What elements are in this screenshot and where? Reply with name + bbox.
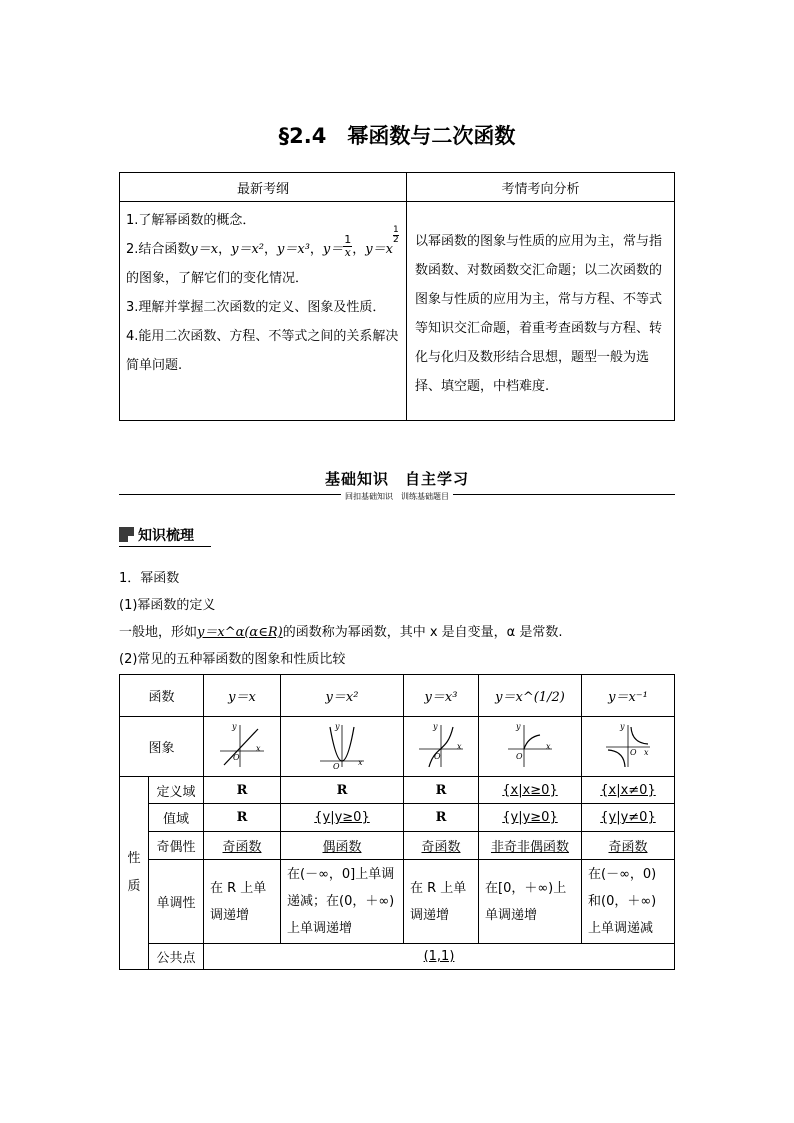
func-header-4: y＝x^(1/2) xyxy=(479,675,582,717)
definition-text: 一般地，形如y＝x^α(α∈R)的函数称为幂函数，其中 x 是自变量，α 是常数. xyxy=(119,625,563,640)
section-heading: 基础知识 自主学习 xyxy=(324,470,469,488)
axis-y-label: y xyxy=(433,721,438,731)
origin-label: O xyxy=(516,751,523,761)
graph-linear xyxy=(218,721,266,769)
func-4: y＝ xyxy=(322,242,344,257)
syllabus-item-3: 3.理解并掌握二次函数的定义、图象及性质． xyxy=(126,300,386,315)
parity-cell-1: 奇函数 xyxy=(204,832,281,860)
origin-label: O xyxy=(630,747,637,757)
properties-group-label: 性质 xyxy=(120,777,149,970)
syllabus-cell xyxy=(120,202,407,421)
func-3: y＝x³ xyxy=(277,242,310,257)
origin-label: O xyxy=(333,761,340,769)
fraction-1-over-x: $\frac{1}{x}$ xyxy=(344,233,352,259)
axis-y-label: y xyxy=(232,721,237,731)
graph-sqrt xyxy=(506,721,554,769)
parity-cell-3: 奇函数 xyxy=(404,832,479,860)
syllabus-item-2: 2.结合函数y＝x，y＝x²，y＝x³，y＝ $\frac{1}{x}$ ，y＝x $\frac{1}{2}$ xyxy=(126,225,399,259)
func-2: y＝x² xyxy=(231,242,264,257)
graph-y-eq-x3 xyxy=(404,717,479,777)
col-syllabus-header: 最新考纲 xyxy=(120,173,407,202)
exponent-half: $\frac{1}{2}$ xyxy=(392,225,399,245)
graph-parabola xyxy=(318,721,366,769)
graph-y-eq-inverse xyxy=(582,717,675,777)
row-label-domain: 定义域 xyxy=(149,777,204,804)
axis-x-label: x xyxy=(457,741,462,751)
syllabus-item-2-cont: 的图象，了解它们的变化情况． xyxy=(126,271,309,286)
range-cell-4: {y|y≥0} xyxy=(479,804,582,832)
syllabus-table xyxy=(119,172,675,421)
monotonic-cell-1: 在 R 上单调递增 xyxy=(204,860,281,944)
range-cell-2: {y|y≥0} xyxy=(281,804,404,832)
row-label-range: 值域 xyxy=(149,804,204,832)
col-analysis-header: 考情考向分析 xyxy=(407,173,675,202)
axis-y-label: y xyxy=(335,721,340,731)
definition-formula: y＝x^α(α∈R) xyxy=(197,625,283,640)
monotonic-cell-4: 在[0，＋∞)上单调递增 xyxy=(479,860,582,944)
func-1: y＝x xyxy=(190,242,219,257)
axis-x-label: x xyxy=(256,743,261,753)
row-label-parity: 奇偶性 xyxy=(149,832,204,860)
domain-cell-4: {x|x≥0} xyxy=(479,777,582,804)
range-cell-1: R xyxy=(204,804,281,832)
parity-cell-2: 偶函数 xyxy=(281,832,404,860)
knowledge-title-icon xyxy=(119,527,134,542)
domain-cell-1: R xyxy=(204,777,281,804)
func-header-1: y＝x xyxy=(204,675,281,717)
parity-cell-5: 奇函数 xyxy=(582,832,675,860)
axis-x-label: x xyxy=(546,741,551,751)
row-label-function: 函数 xyxy=(120,675,204,717)
item-1-2-heading: (2)常见的五种幂函数的图象和性质比较 xyxy=(119,652,346,667)
func-header-3: y＝x³ xyxy=(404,675,479,717)
syllabus-item-4: 4.能用二次函数、方程、不等式之间的关系解决简单问题. xyxy=(126,329,399,373)
axis-x-label: x xyxy=(358,757,363,767)
graph-y-eq-sqrt xyxy=(479,717,582,777)
common-point-value: (1,1) xyxy=(204,944,675,970)
origin-label: O xyxy=(233,752,240,762)
graph-cubic xyxy=(417,721,465,769)
syllabus-item-1: 1.了解幂函数的概念． xyxy=(126,213,256,228)
knowledge-title-underline xyxy=(119,546,211,547)
range-cell-3: R xyxy=(404,804,479,832)
power-function-table xyxy=(119,674,675,970)
item-1-heading: 1．幂函数 xyxy=(119,571,180,586)
monotonic-cell-2: 在(－∞，0]上单调递减；在(0，＋∞)上单调递增 xyxy=(281,860,404,944)
page-title: §2.4 幂函数与二次函数 xyxy=(278,124,516,148)
range-cell-5: {y|y≠0} xyxy=(582,804,675,832)
origin-label: O xyxy=(434,751,441,761)
analysis-cell: 以幂函数的图象与性质的应用为主，常与指数函数、对数函数交汇命题；以二次函数的图象与性质的应用为主，常与方程、不等式等知识交汇命题，着重考查函数与方程、转化与化归及数形结合思想，题型一般为选择、填空题，中档难度. xyxy=(407,202,675,421)
axis-x-label: x xyxy=(644,747,649,757)
row-label-monotonic: 单调性 xyxy=(149,860,204,944)
row-label-graph: 图象 xyxy=(120,717,204,777)
domain-cell-2: R xyxy=(281,777,404,804)
section-subheading: 回扣基础知识 训练基础题目 xyxy=(0,491,794,502)
knowledge-title: 知识梳理 xyxy=(138,528,194,544)
row-label-common-point: 公共点 xyxy=(149,944,204,970)
parity-cell-4: 非奇非偶函数 xyxy=(479,832,582,860)
func-header-5: y＝x⁻¹ xyxy=(582,675,675,717)
item-1-1-heading: (1)幂函数的定义 xyxy=(119,598,216,613)
graph-y-eq-x2 xyxy=(281,717,404,777)
monotonic-cell-3: 在 R 上单调递增 xyxy=(404,860,479,944)
graph-y-eq-x xyxy=(204,717,281,777)
axis-y-label: y xyxy=(620,721,625,731)
monotonic-cell-5: 在(－∞，0)和(0，＋∞)上单调递减 xyxy=(582,860,675,944)
axis-y-label: y xyxy=(516,721,521,731)
func-5: y＝x xyxy=(365,242,393,257)
domain-cell-3: R xyxy=(404,777,479,804)
domain-cell-5: {x|x≠0} xyxy=(582,777,675,804)
graph-hyperbola xyxy=(604,721,652,769)
func-header-2: y＝x² xyxy=(281,675,404,717)
